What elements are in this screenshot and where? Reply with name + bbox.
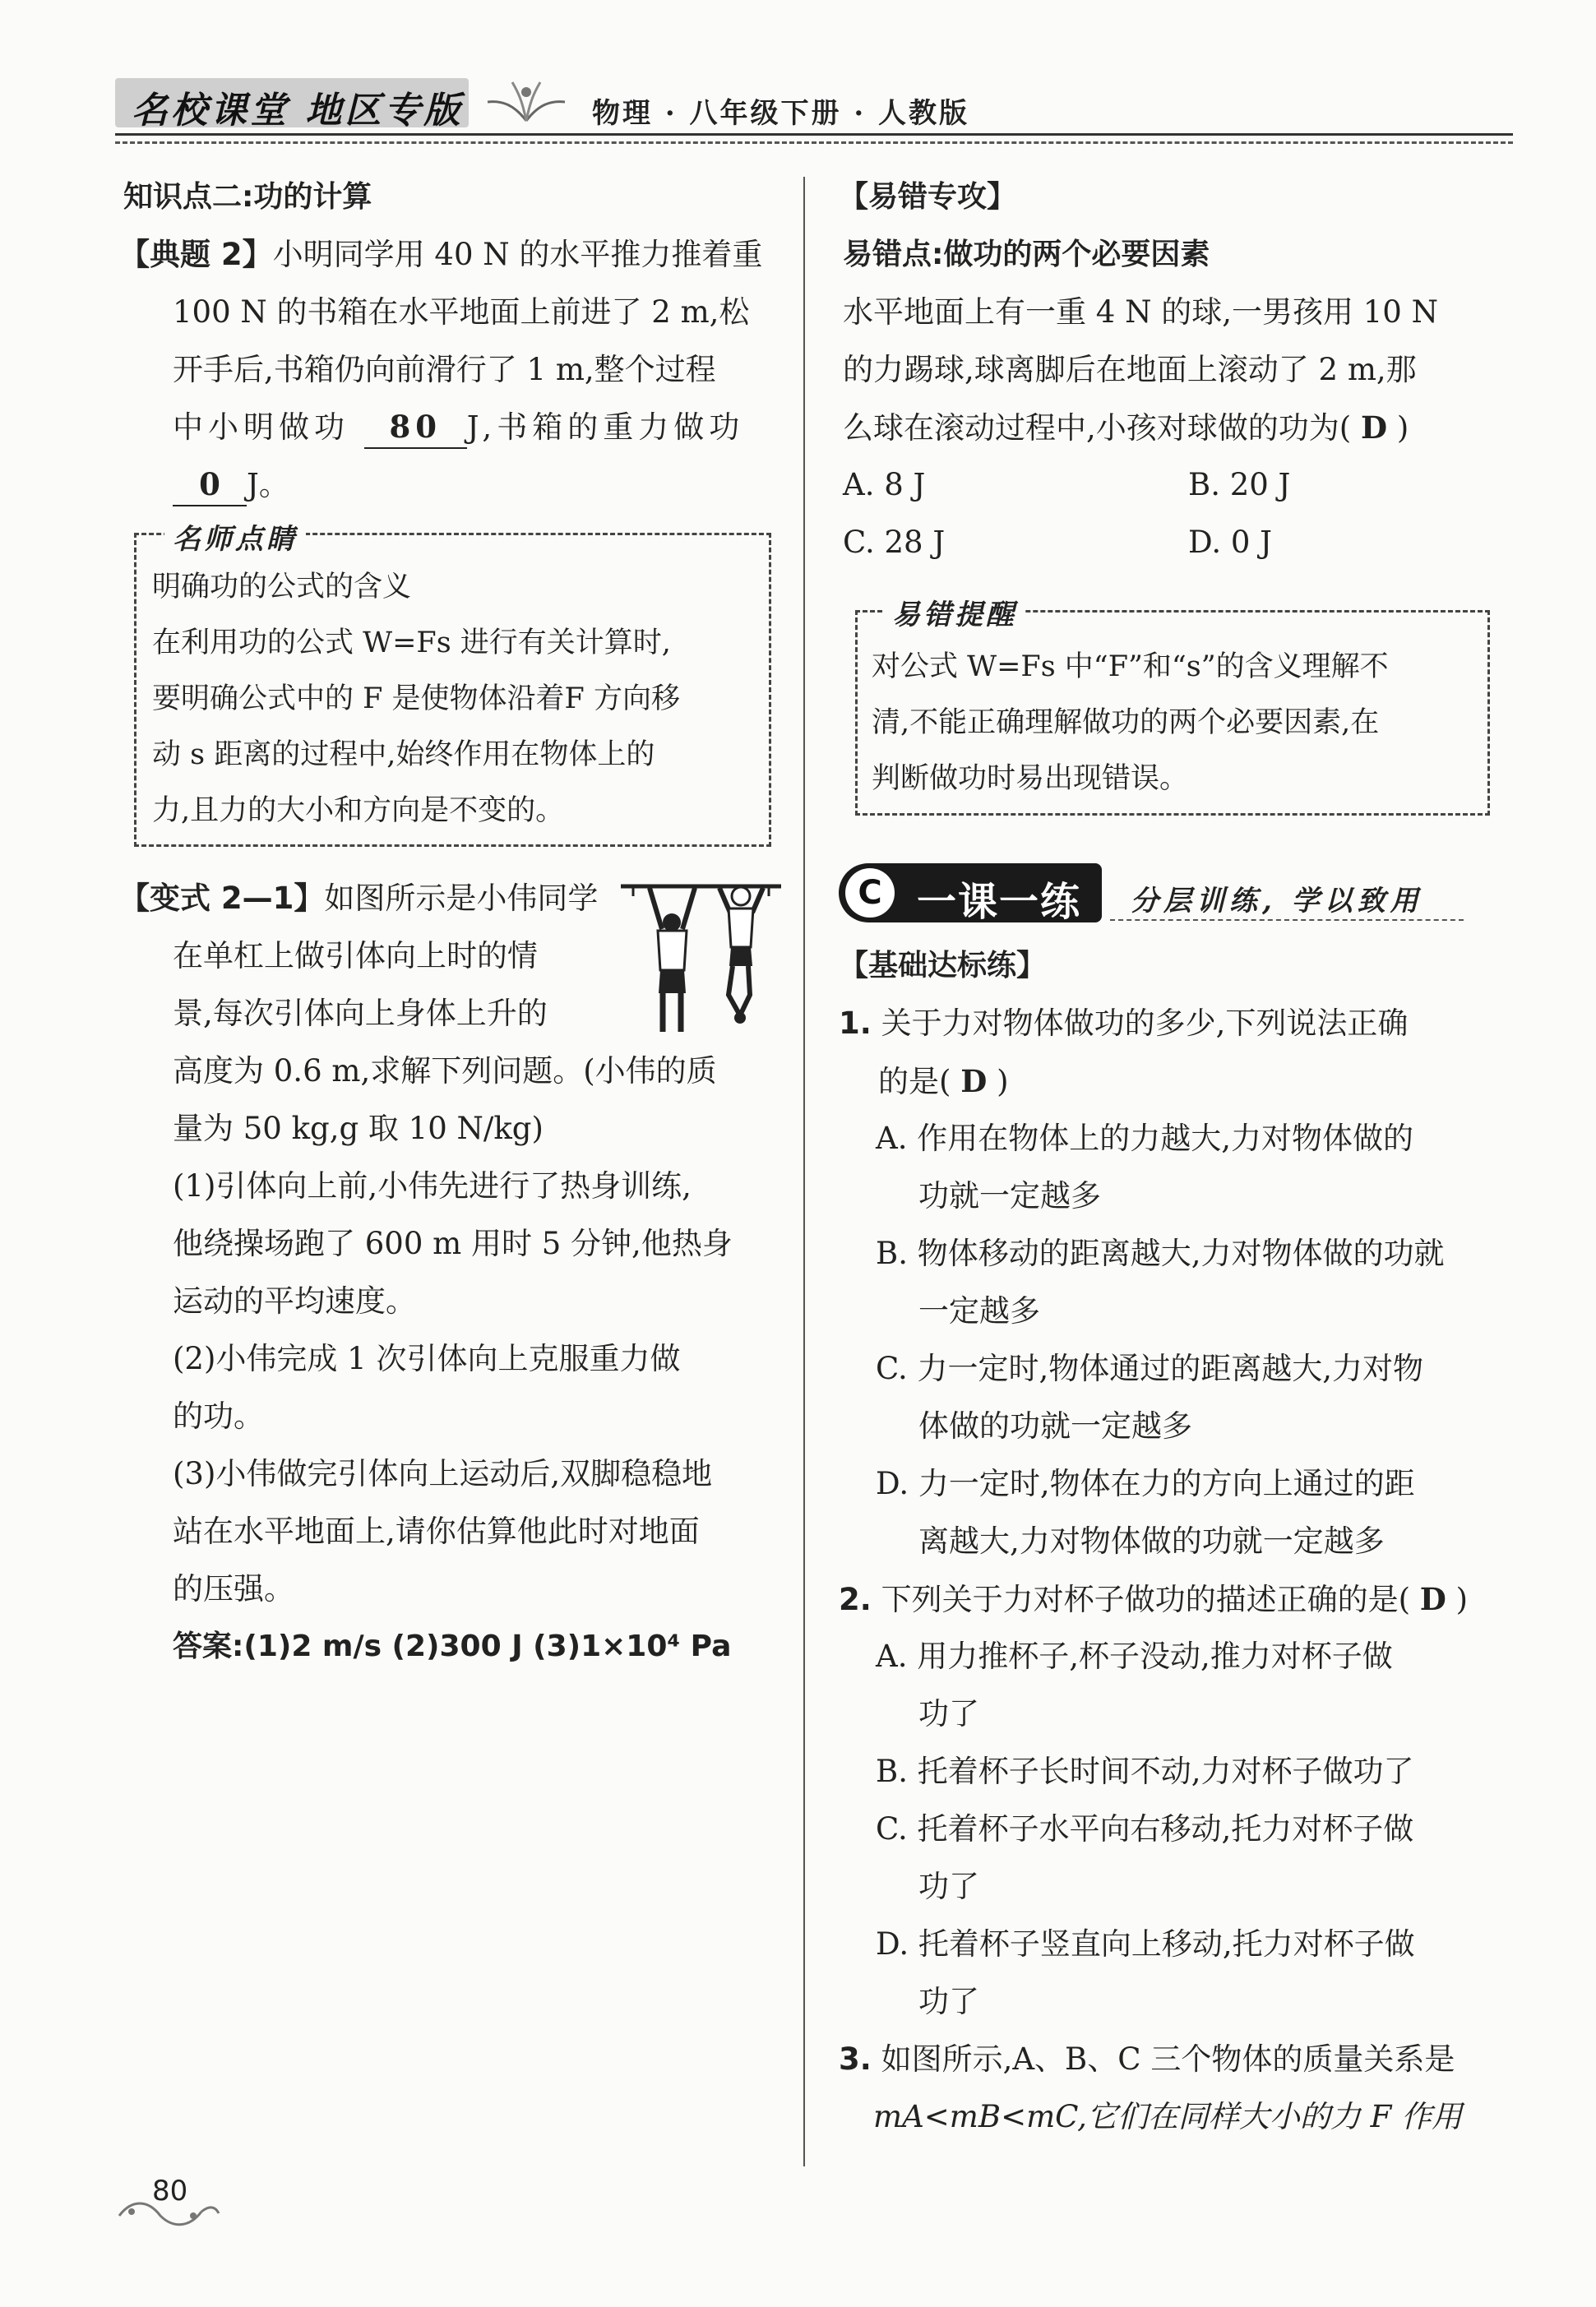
- example-line-1: 【典题 2】小明同学用 40 N 的水平推力推着重: [119, 237, 763, 272]
- teacher-tip-line-5: 力,且力的大小和方向是不变的。: [152, 794, 565, 827]
- q2-option-c: C. 托着杯子水平向右移动,托力对杯子做: [876, 1811, 1414, 1847]
- header-rule: [115, 133, 1513, 136]
- answer-blank-2: 0: [173, 464, 247, 506]
- practice-banner-letter: C: [845, 868, 895, 918]
- variant-line-11: (3)小伟做完引体向上运动后,双脚稳稳地: [173, 1456, 713, 1491]
- q2-option-a: A. 用力推杯子,杯子没动,推力对杯子做: [876, 1639, 1393, 1674]
- variant-line-12: 站在水平地面上,请你估算他此时对地面: [173, 1514, 700, 1549]
- q2-answer: D: [1419, 1581, 1446, 1617]
- q1-option-a-cont: 功就一定越多: [918, 1178, 1101, 1214]
- teacher-tip-line-2: 在利用功的公式 W=Fs 进行有关计算时,: [152, 626, 671, 659]
- q1-option-b-cont: 一定越多: [918, 1293, 1040, 1329]
- variant-label: 【变式 2—1】: [119, 881, 325, 916]
- q1-option-d-cont: 离越大,力对物体做的功就一定越多: [918, 1523, 1385, 1559]
- section-title: 知识点二:功的计算: [123, 180, 372, 214]
- variant-line-5: 量为 50 kg,g 取 10 N/kg): [173, 1111, 544, 1146]
- example-line-5: 0 J。: [173, 456, 289, 514]
- error-option-d: D. 0 J: [1188, 525, 1273, 560]
- teacher-tip-line-1: 明确功的公式的含义: [152, 571, 412, 603]
- teacher-tip-line-4: 动 s 距离的过程中,始终作用在物体上的: [152, 738, 655, 771]
- error-tip-line-3: 判断做功时易出现错误。: [872, 762, 1189, 795]
- variant-line-10: 的功。: [173, 1399, 264, 1434]
- error-line-3: 么球在滚动过程中,小孩对球做的功为( D ): [843, 409, 1409, 446]
- q2-option-d: D. 托着杯子竖直向上移动,托力对杯子做: [876, 1926, 1415, 1962]
- example-label: 【典题 2】: [119, 237, 273, 272]
- example-line-2: 100 N 的书箱在水平地面上前进了 2 m,松: [173, 294, 750, 330]
- footer-ornament-icon: [115, 2195, 222, 2228]
- variant-line-2: 在单杠上做引体向上时的情: [173, 938, 538, 973]
- q1-line-2: 的是( D ): [878, 1063, 1009, 1099]
- variant-line-4: 高度为 0.6 m,求解下列问题。(小伟的质: [173, 1053, 717, 1089]
- q1-option-a: A. 作用在物体上的力越大,力对物体做的: [876, 1121, 1414, 1156]
- q1-option-d: D. 力一定时,物体在力的方向上通过的距: [876, 1466, 1415, 1501]
- header-ornament-icon: [481, 76, 571, 127]
- q2-option-a-cont: 功了: [918, 1696, 979, 1731]
- example-line-3: 开手后,书箱仍向前滑行了 1 m,整个过程: [173, 352, 716, 387]
- variant-line-6: (1)引体向上前,小伟先进行了热身训练,: [173, 1168, 692, 1204]
- variant-line-9: (2)小伟完成 1 次引体向上克服重力做: [173, 1341, 681, 1376]
- q1-option-c: C. 力一定时,物体通过的距离越大,力对物: [876, 1351, 1424, 1386]
- pull-up-figure: [617, 871, 785, 1040]
- q2-option-d-cont: 功了: [918, 1984, 979, 2019]
- q2-line-1: 2. 下列关于力对杯子做功的描述正确的是( D ): [839, 1581, 1469, 1617]
- q3-line-1: 3. 如图所示,A、B、C 三个物体的质量关系是: [839, 2041, 1455, 2077]
- error-line-2: 的力踢球,球离脚后在地面上滚动了 2 m,那: [843, 352, 1417, 387]
- q1-option-b: B. 物体移动的距离越大,力对物体做的功就: [876, 1236, 1445, 1271]
- variant-answer: 答案:(1)2 m/s (2)300 J (3)1×10⁴ Pa: [173, 1630, 732, 1663]
- practice-banner-subtitle: 分层训练, 学以致用: [1131, 885, 1423, 918]
- q1-line-1: 1. 关于力对物体做功的多少,下列说法正确: [839, 1006, 1409, 1041]
- error-tip-line-1: 对公式 W=Fs 中“F”和“s”的含义理解不: [872, 650, 1389, 683]
- practice-banner-title: 一课一练: [917, 879, 1082, 925]
- error-tip-line-2: 清,不能正确理解做功的两个必要因素,在: [872, 706, 1380, 739]
- q1-option-c-cont: 体做的功就一定越多: [918, 1408, 1192, 1444]
- header-brand: 名校课堂 地区专版: [132, 90, 464, 132]
- basic-practice-head: 【基础达标练】: [839, 949, 1047, 982]
- variant-line-1: 【变式 2—1】如图所示是小伟同学: [119, 881, 599, 916]
- q2-option-b: B. 托着杯子长时间不动,力对杯子做功了: [876, 1754, 1414, 1789]
- variant-line-13: 的压强。: [173, 1571, 294, 1607]
- q1-answer: D: [960, 1063, 988, 1099]
- teacher-tip-line-3: 要明确公式中的 F 是使物体沿着F 方向移: [152, 682, 680, 715]
- header-dashed-rule: [115, 141, 1513, 144]
- teacher-tip-title: 名师点睛: [164, 516, 306, 557]
- practice-banner-rule: [1110, 919, 1464, 921]
- variant-line-7: 他绕操场跑了 600 m 用时 5 分钟,他热身: [173, 1226, 733, 1261]
- variant-line-8: 运动的平均速度。: [173, 1283, 416, 1319]
- variant-line-3: 景,每次引体向上身体上升的: [173, 996, 548, 1031]
- error-point: 易错点:做功的两个必要因素: [843, 238, 1210, 271]
- error-option-b: B. 20 J: [1188, 467, 1291, 502]
- error-answer: D: [1360, 409, 1388, 446]
- column-divider: [803, 177, 805, 2166]
- q2-option-c-cont: 功了: [918, 1869, 979, 1904]
- error-line-1: 水平地面上有一重 4 N 的球,一男孩用 10 N: [843, 294, 1438, 330]
- q3-line-2: mA<mB<mC,它们在同样大小的力 F 作用: [873, 2099, 1463, 2134]
- error-option-a: A. 8 J: [843, 467, 926, 502]
- example-line-4: 中小明做功 80 J,书箱的重力做功: [173, 399, 744, 456]
- error-focus-head: 【易错专攻】: [839, 180, 1017, 214]
- answer-blank-1: 80: [364, 406, 467, 449]
- page-number: 80: [152, 2175, 188, 2208]
- error-tip-title: 易错提醒: [884, 592, 1025, 632]
- error-option-c: C. 28 J: [843, 525, 946, 560]
- header-subject: 物理 · 八年级下册 · 人教版: [592, 97, 970, 130]
